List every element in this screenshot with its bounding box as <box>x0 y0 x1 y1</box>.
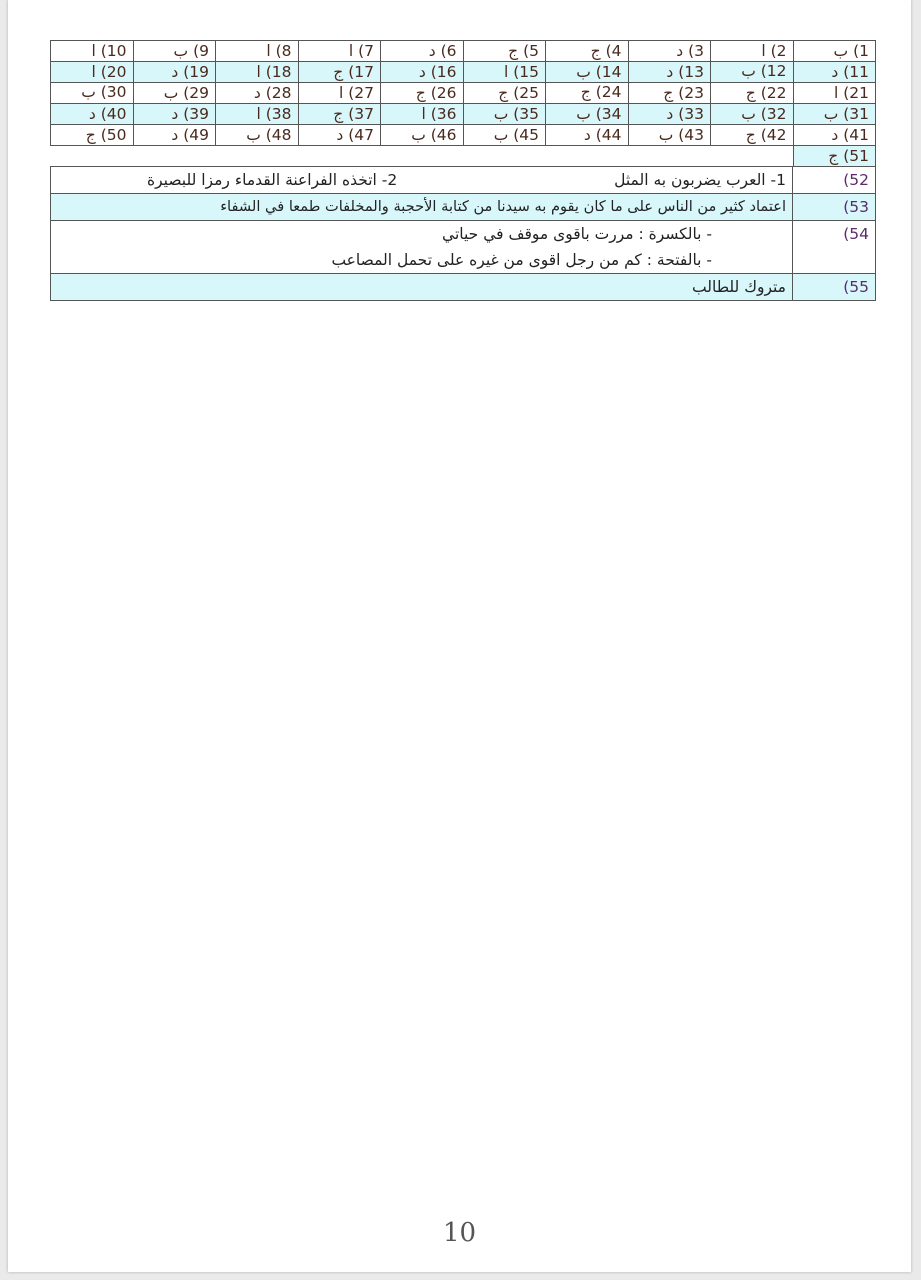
answer-cell: 51) ج <box>793 146 876 167</box>
answer-cell: 36) ا <box>381 104 464 125</box>
answer-cell: 40) د <box>51 104 134 125</box>
answer-cell: 13) د <box>628 62 711 83</box>
answer-cell: 31) ب <box>793 104 876 125</box>
answer-cell: 6) د <box>381 41 464 62</box>
answer-cell: 16) د <box>381 62 464 83</box>
answer-cell: 32) ب <box>711 104 794 125</box>
answer-number: 53) <box>793 194 876 221</box>
answer-row-55 <box>51 274 876 301</box>
answer-cell: 29) ب <box>133 83 216 104</box>
answer-line: - بالكسرة : مررت باقوى موقف في حياتي <box>442 225 712 243</box>
answer-cell: 11) د <box>793 62 876 83</box>
answer-cell: 18) ا <box>216 62 299 83</box>
answer-cell: 39) د <box>133 104 216 125</box>
answer-cell: 22) ج <box>711 83 794 104</box>
answer-cell: 7) ا <box>298 41 381 62</box>
answer-cell: 24) ج <box>546 83 629 104</box>
answer-cell: 48) ب <box>216 125 299 146</box>
grid-tail-row <box>51 146 876 167</box>
answer-cell: 9) ب <box>133 41 216 62</box>
answer-cell: 37) ج <box>298 104 381 125</box>
answer-cell: 41) د <box>793 125 876 146</box>
answer-cell: 4) ج <box>546 41 629 62</box>
answer-text <box>51 167 793 194</box>
answer-cell: 15) ا <box>463 62 546 83</box>
written-answers-table <box>50 166 876 301</box>
answer-cell: 34) ب <box>546 104 629 125</box>
answer-grid <box>50 40 876 166</box>
document-page <box>8 0 911 1272</box>
answer-row-53 <box>51 194 876 221</box>
grid-row <box>51 41 876 62</box>
answer-cell: 35) ب <box>463 104 546 125</box>
answer-text <box>51 221 793 274</box>
answer-cell: 1) ب <box>793 41 876 62</box>
answer-cell: 49) د <box>133 125 216 146</box>
answer-cell: 3) د <box>628 41 711 62</box>
answer-cell: 30) ب <box>51 83 134 104</box>
answer-cell: 27) ا <box>298 83 381 104</box>
answer-row-52 <box>51 167 876 194</box>
answer-cell: 28) د <box>216 83 299 104</box>
answer-cell: 26) ج <box>381 83 464 104</box>
answer-cell: 25) ج <box>463 83 546 104</box>
answer-cell: 5) ج <box>463 41 546 62</box>
answer-cell: 44) د <box>546 125 629 146</box>
answer-part: 2- اتخذه الفراعنة القدماء رمزا للبصيرة <box>147 171 398 189</box>
answer-number: 55) <box>793 274 876 301</box>
answer-sheet <box>50 40 876 301</box>
answer-cell: 2) ا <box>711 41 794 62</box>
answer-cell: 14) ب <box>546 62 629 83</box>
grid-row <box>51 83 876 104</box>
answer-cell: 47) د <box>298 125 381 146</box>
page-number: 10 <box>442 1218 477 1248</box>
answer-cell: 12) ب <box>711 62 794 83</box>
answer-cell: 17) ج <box>298 62 381 83</box>
answer-part: 1- العرب يضربون به المثل <box>614 171 786 189</box>
answer-cell: 10) ا <box>51 41 134 62</box>
answer-cell: 43) ب <box>628 125 711 146</box>
empty-cell <box>51 146 794 167</box>
answer-cell: 20) ا <box>51 62 134 83</box>
answer-cell: 50) ج <box>51 125 134 146</box>
answer-cell: 46) ب <box>381 125 464 146</box>
answer-cell: 33) د <box>628 104 711 125</box>
answer-number: 52) <box>793 167 876 194</box>
answer-cell: 23) ج <box>628 83 711 104</box>
answer-text: اعتماد كثير من الناس على ما كان يقوم به سيدنا من كتابة الأحجبة والمخلفات طمعا في الشفاء <box>51 194 793 221</box>
answer-number: 54) <box>793 221 876 274</box>
grid-row <box>51 62 876 83</box>
grid-row <box>51 104 876 125</box>
answer-text: متروك للطالب <box>51 274 793 301</box>
answer-cell: 45) ب <box>463 125 546 146</box>
answer-cell: 42) ج <box>711 125 794 146</box>
answer-cell: 19) د <box>133 62 216 83</box>
answer-cell: 8) ا <box>216 41 299 62</box>
answer-cell: 38) ا <box>216 104 299 125</box>
grid-row <box>51 125 876 146</box>
answer-row-54 <box>51 221 876 274</box>
answer-line: - بالفتحة : كم من رجل اقوى من غيره على تحمل المصاعب <box>331 251 712 269</box>
answer-cell: 21) ا <box>793 83 876 104</box>
